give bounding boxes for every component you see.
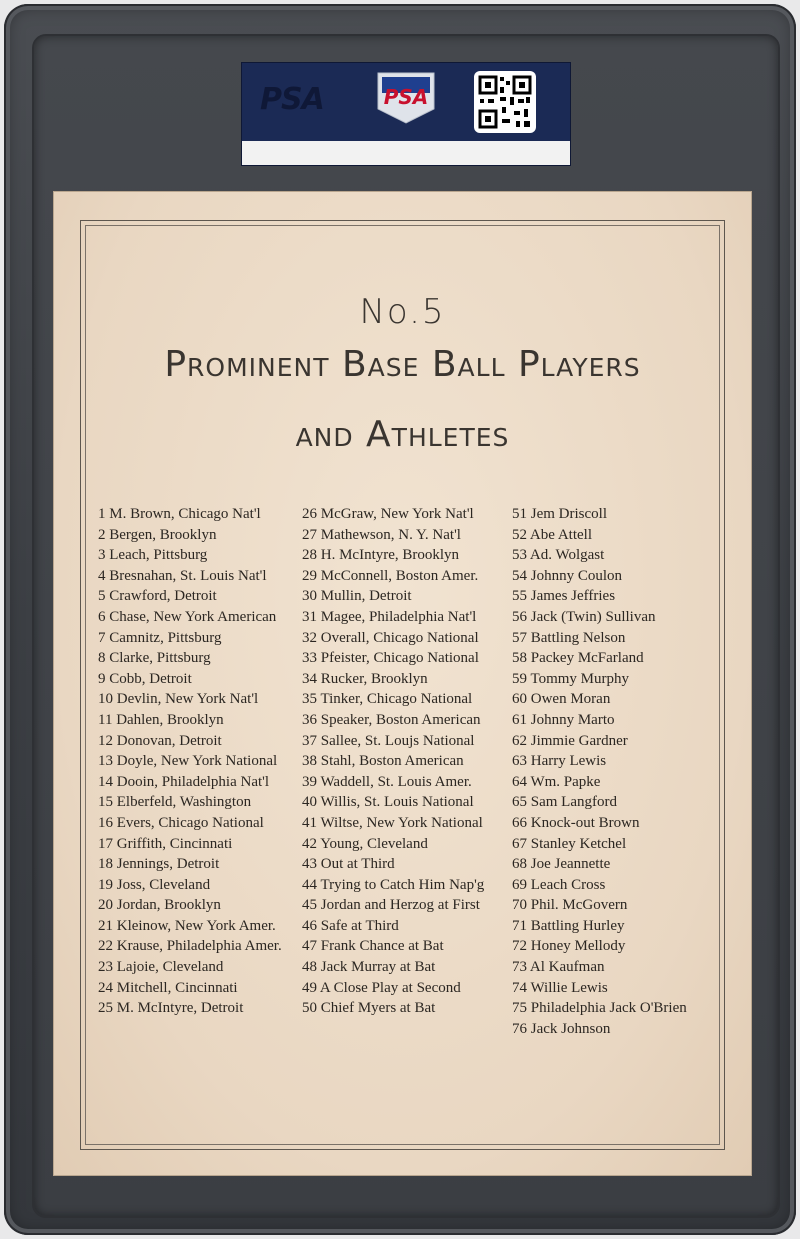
checklist-entry: 74 Willie Lewis <box>512 979 608 996</box>
checklist-entry: 10 Devlin, New York Nat'l <box>98 691 259 708</box>
checklist-entry: 16 Evers, Chicago National <box>98 814 264 831</box>
checklist-entry: 37 Sallee, St. Loujs National <box>302 732 475 749</box>
checklist-entry: 40 Willis, St. Louis National <box>302 794 474 811</box>
checklist-entry: 75 Philadelphia Jack O'Brien <box>512 1000 687 1017</box>
checklist-entry: 1 M. Brown, Chicago Nat'l <box>98 506 261 522</box>
checklist-entry: 4 Bresnahan, St. Louis Nat'l <box>98 567 267 584</box>
checklist-entry: 27 Mathewson, N. Y. Nat'l <box>302 526 461 543</box>
checklist-entry: 29 McConnell, Boston Amer. <box>302 567 479 584</box>
checklist-entry: 59 Tommy Murphy <box>512 670 630 687</box>
card-subtitle: and Athletes <box>295 414 510 455</box>
checklist-column-2 <box>302 504 484 1019</box>
checklist-entry: 66 Knock-out Brown <box>512 814 640 831</box>
checklist-entry: 8 Clarke, Pittsburg <box>98 650 211 667</box>
card-title: Prominent Base Ball Players <box>164 344 641 385</box>
checklist-entry: 25 M. McIntyre, Detroit <box>98 1000 244 1017</box>
checklist-entry: 11 Dahlen, Brooklyn <box>98 711 224 728</box>
checklist-entry: 32 Overall, Chicago National <box>302 629 479 646</box>
checklist-entry: 53 Ad. Wolgast <box>512 547 605 564</box>
checklist-entry: 68 Joe Jeannette <box>512 856 611 873</box>
checklist-entry: 30 Mullin, Detroit <box>302 588 412 605</box>
checklist-entry: 65 Sam Langford <box>512 794 617 811</box>
svg-text:PSA: PSA <box>383 85 429 109</box>
checklist-entry: 70 Phil. McGovern <box>512 897 628 914</box>
checklist-entry: 62 Jimmie Gardner <box>512 732 628 749</box>
checklist-entry: 5 Crawford, Detroit <box>98 588 217 605</box>
checklist-entry: 6 Chase, New York American <box>98 608 277 625</box>
qr-code[interactable] <box>474 71 536 133</box>
checklist-entry: 47 Frank Chance at Bat <box>302 938 444 955</box>
checklist-entry: 39 Waddell, St. Louis Amer. <box>302 773 472 790</box>
checklist-entry: 3 Leach, Pittsburg <box>98 547 208 564</box>
card-back <box>54 192 751 1175</box>
checklist-entry: 13 Doyle, New York National <box>98 753 278 770</box>
checklist-entry: 42 Young, Cleveland <box>302 835 428 852</box>
card-number-heading: No.5 <box>359 292 446 332</box>
checklist-entry: 67 Stanley Ketchel <box>512 835 627 852</box>
checklist-entry: 55 James Jeffries <box>512 588 616 605</box>
checklist-entry: 23 Lajoie, Cleveland <box>98 959 224 976</box>
checklist-entry: 64 Wm. Papke <box>512 773 601 790</box>
psa-logo <box>374 69 438 125</box>
checklist-entry: 15 Elberfeld, Washington <box>98 794 252 811</box>
checklist-entry: 9 Cobb, Detroit <box>98 670 192 687</box>
checklist-entry: 76 Jack Johnson <box>512 1020 611 1037</box>
psa-watermark-logo: PSA <box>260 82 324 117</box>
checklist-entry: 28 H. McIntyre, Brooklyn <box>302 547 460 564</box>
checklist-entry: 31 Magee, Philadelphia Nat'l <box>302 608 477 625</box>
checklist-entry: 21 Kleinow, New York Amer. <box>98 917 276 934</box>
checklist-entry: 48 Jack Murray at Bat <box>302 959 436 976</box>
checklist-entry: 20 Jordan, Brooklyn <box>98 897 221 914</box>
checklist-entry: 72 Honey Mellody <box>512 938 626 955</box>
checklist-entry: 69 Leach Cross <box>512 876 606 893</box>
checklist-entry: 35 Tinker, Chicago National <box>302 691 473 708</box>
checklist-column-3 <box>512 504 687 1039</box>
checklist-entry: 33 Pfeister, Chicago National <box>302 650 479 667</box>
checklist-entry: 73 Al Kaufman <box>512 959 605 976</box>
label-lower-strip <box>242 141 570 165</box>
checklist-entry: 44 Trying to Catch Him Nap'g <box>302 876 485 893</box>
checklist-entry: 36 Speaker, Boston American <box>302 711 481 728</box>
psa-label <box>241 62 571 166</box>
checklist-entry: 12 Donovan, Detroit <box>98 732 222 749</box>
checklist-entry: 17 Griffith, Cincinnati <box>98 835 233 852</box>
checklist-entry: 57 Battling Nelson <box>512 629 626 646</box>
checklist-entry: 7 Camnitz, Pittsburg <box>98 629 222 646</box>
checklist-entry: 49 A Close Play at Second <box>302 979 461 996</box>
checklist-entry: 50 Chief Myers at Bat <box>302 1000 436 1017</box>
checklist-entry: 14 Dooin, Philadelphia Nat'l <box>98 773 270 790</box>
checklist-entry: 52 Abe Attell <box>512 526 592 543</box>
checklist-entry: 61 Johnny Marto <box>512 711 615 728</box>
checklist-entry: 63 Harry Lewis <box>512 753 607 770</box>
checklist-entry: 60 Owen Moran <box>512 691 611 708</box>
checklist-entry: 34 Rucker, Brooklyn <box>302 670 428 687</box>
checklist-entry: 38 Stahl, Boston American <box>302 753 464 770</box>
checklist-entry: 26 McGraw, New York Nat'l <box>302 506 474 522</box>
checklist-entry: 58 Packey McFarland <box>512 650 644 667</box>
checklist-entry: 71 Battling Hurley <box>512 917 625 934</box>
checklist-entry: 2 Bergen, Brooklyn <box>98 526 217 543</box>
checklist-entry: 51 Jem Driscoll <box>512 506 607 522</box>
checklist-column-1 <box>98 504 282 1019</box>
checklist-entry: 54 Johnny Coulon <box>512 567 623 584</box>
checklist-entry: 18 Jennings, Detroit <box>98 856 220 873</box>
checklist-entry: 56 Jack (Twin) Sullivan <box>512 608 656 625</box>
checklist-entry: 19 Joss, Cleveland <box>98 876 211 893</box>
checklist-entry: 45 Jordan and Herzog at First <box>302 897 480 914</box>
checklist-entry: 46 Safe at Third <box>302 917 399 934</box>
checklist-entry: 43 Out at Third <box>302 856 395 873</box>
checklist-entry: 22 Krause, Philadelphia Amer. <box>98 938 282 955</box>
checklist-entry: 24 Mitchell, Cincinnati <box>98 979 238 996</box>
checklist-entry: 41 Wiltse, New York National <box>302 814 483 831</box>
